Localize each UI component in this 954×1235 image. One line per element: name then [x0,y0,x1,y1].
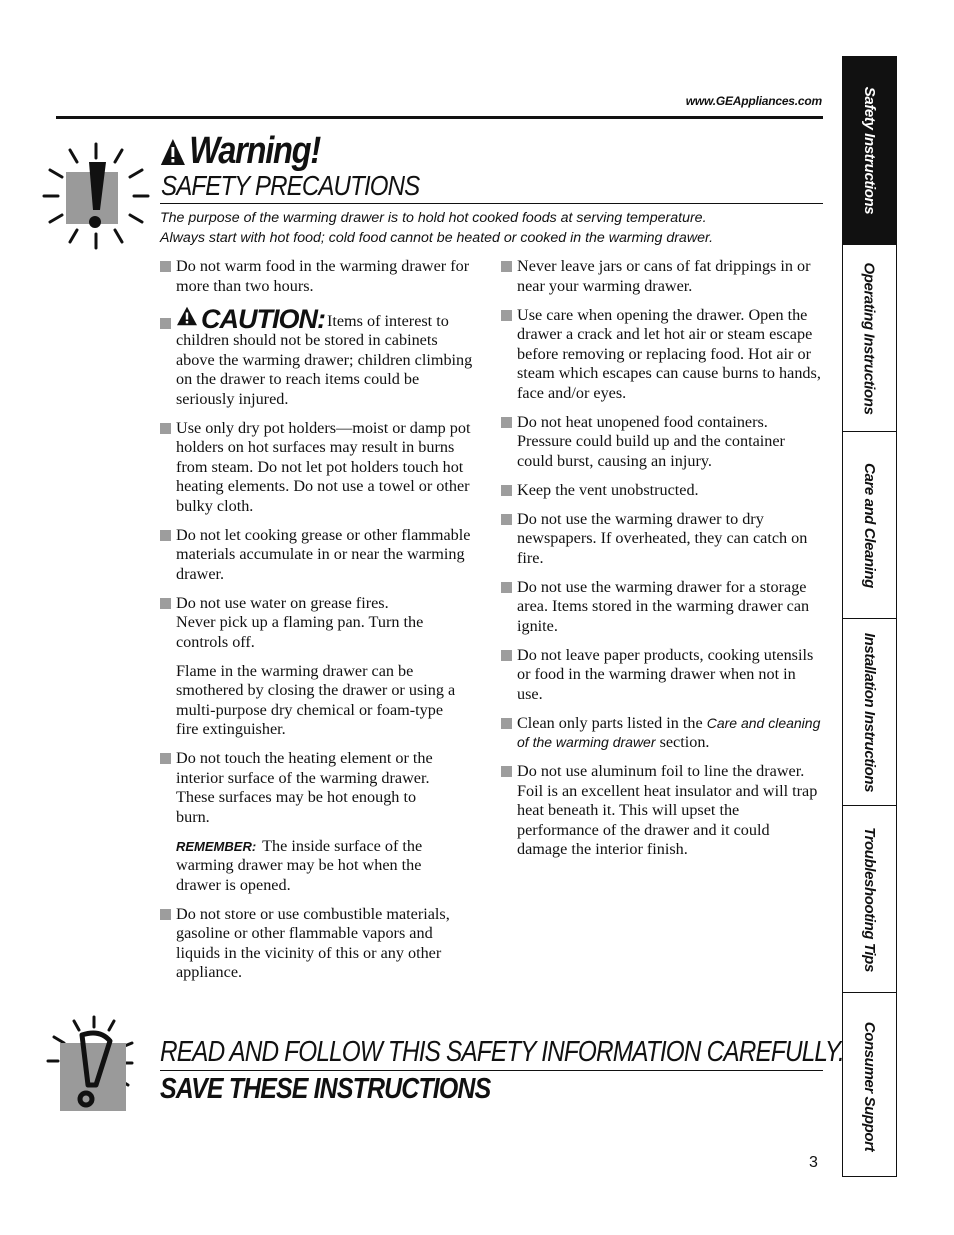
remember-note [160,837,480,896]
bullet-square-icon [501,261,512,272]
tab-label: Safety Instructions [861,86,878,215]
list-item [160,905,480,983]
item-text: Keep the vent unobstructed. [517,480,699,499]
list-item [501,257,823,296]
footer-rule [160,1070,823,1071]
bullet-square-icon [501,582,512,593]
bullet-square-icon [160,423,171,434]
item-text: Do not use water on grease fires. Never pick up a flaming pan. Turn the controls off. [176,593,424,651]
list-item [160,257,480,296]
item-text: Do not use aluminum foil to line the drawer. Foil is an excellent heat insulator and will trap heat beneath it. This will upset the performance of the drawer and it could damage the interior finish. [517,762,818,858]
caution-triangle-icon [176,306,198,326]
tab-troubleshooting-tips[interactable] [843,805,896,992]
tab-installation-instructions[interactable] [843,618,896,805]
tab-label: Troubleshooting Tips [861,826,878,972]
remember-label: REMEMBER: [176,838,257,854]
tab-label: Consumer Support [861,1021,878,1151]
caution-label: CAUTION: [201,304,325,334]
item-text: Do not warm food in the warming drawer for more than two hours. [176,257,470,295]
list-item [160,749,480,827]
bullet-square-icon [501,766,512,777]
header-rule [160,203,823,204]
bullet-square-icon [501,514,512,525]
remember-text: The inside surface of the warming drawer may be hot when the drawer is opened. [176,836,423,894]
warning-triangle-icon [160,138,186,166]
page-number: 3 [809,1154,818,1171]
tab-label: Operating Instructions [861,261,878,415]
tab-consumer-support[interactable] [843,992,896,1179]
list-item [501,646,823,705]
warning-burst-icon [40,140,152,252]
section-tabs [842,56,897,1177]
bullet-square-icon [501,718,512,729]
warning-title-text: Warning! [189,130,320,172]
intro-line-1: The purpose of the warming drawer is to hold hot cooked foods at serving temperature. [160,210,707,226]
tab-label: Installation Instructions [861,632,878,792]
top-rule [56,116,823,119]
bullet-square-icon [160,909,171,920]
bullet-square-icon [501,417,512,428]
list-item [501,306,823,404]
bullet-square-icon [160,261,171,272]
bullet-square-icon [160,598,171,609]
intro-text [160,209,840,248]
right-column [501,257,823,869]
bullet-square-icon [501,485,512,496]
read-follow-heading: READ AND FOLLOW THIS SAFETY INFORMATION CAREFULLY. [160,1036,844,1068]
list-item [160,526,480,585]
bullet-square-icon [160,753,171,764]
item-text: Do not use the warming drawer to dry newspapers. If overheated, they can catch on fire. [517,509,808,567]
item-text: Use only dry pot holders—moist or damp pot holders on hot surfaces may result in burns from steam. Do not let pot holders touch hot heating elements. Do not use a towel or other bulky cloth. [176,418,471,515]
list-item [501,481,823,501]
item-text-prefix: Clean only parts listed in the [517,713,703,732]
tab-safety-instructions[interactable] [843,57,896,244]
item-text: Do not store or use combustible materials, gasoline or other flammable vapors and liquids in the vicinity of this or any other appliance. [176,904,450,981]
caution-item [160,306,480,410]
bullet-square-icon [501,650,512,661]
section-reference: Care and cleaning of the warming drawer [517,714,821,750]
item-text: Use care when opening the drawer. Open the drawer a crack and let hot air or steam escape before removing or replacing food. Hot air or steam which escapes can cause burns to hands, face and/or eyes. [517,305,821,402]
list-item [501,510,823,569]
list-item [501,578,823,637]
left-column [160,257,480,992]
item-text: Do not touch the heating element or the interior surface of the warming drawer. These surfaces may be hot enough to burn. [176,749,433,826]
item-text: Never leave jars or cans of fat drippings in or near your warming drawer. [517,257,811,295]
bullet-square-icon [160,318,171,329]
list-item [160,419,480,517]
caution-text: Items of interest to children should not be stored in cabinets above the warming drawer; children climbing on the drawer to reach items could be seriously injured. [176,311,473,408]
tab-label: Care and Cleaning [861,462,878,588]
item-text-suffix: section. [659,733,710,751]
bullet-square-icon [160,530,171,541]
caution-heading [176,304,325,334]
tab-operating-instructions[interactable] [843,244,896,431]
save-instructions-heading: SAVE THESE INSTRUCTIONS [160,1073,491,1105]
bullet-square-icon [501,310,512,321]
read-safety-burst-icon [44,1015,136,1115]
paragraph: Flame in the warming drawer can be smothered by closing the drawer or using a multi-purpose dry chemical or foam-type fire extinguisher. [176,661,456,738]
item-text: Do not use the warming drawer for a storage area. Items stored in the warming drawer can ignite. [517,577,810,635]
list-item [501,413,823,472]
list-item [160,594,480,653]
item-text: Do not leave paper products, cooking utensils or food in the warming drawer when not in use. [517,645,814,703]
list-item [501,714,823,753]
website-url: www.GEAppliances.com [685,94,822,108]
tab-care-and-cleaning[interactable] [843,431,896,618]
safety-precautions-subtitle: SAFETY PRECAUTIONS [161,170,420,201]
item-text: Do not let cooking grease or other flammable materials accumulate in or near the warming drawer. [176,525,471,583]
list-item [501,762,823,860]
warning-title [160,130,320,173]
item-text: Do not heat unopened food containers. Pressure could build up and the container could burst, causing an injury. [517,412,785,470]
intro-line-2: Always start with hot food; cold food cannot be heated or cooked in the warming drawer. [160,229,714,246]
